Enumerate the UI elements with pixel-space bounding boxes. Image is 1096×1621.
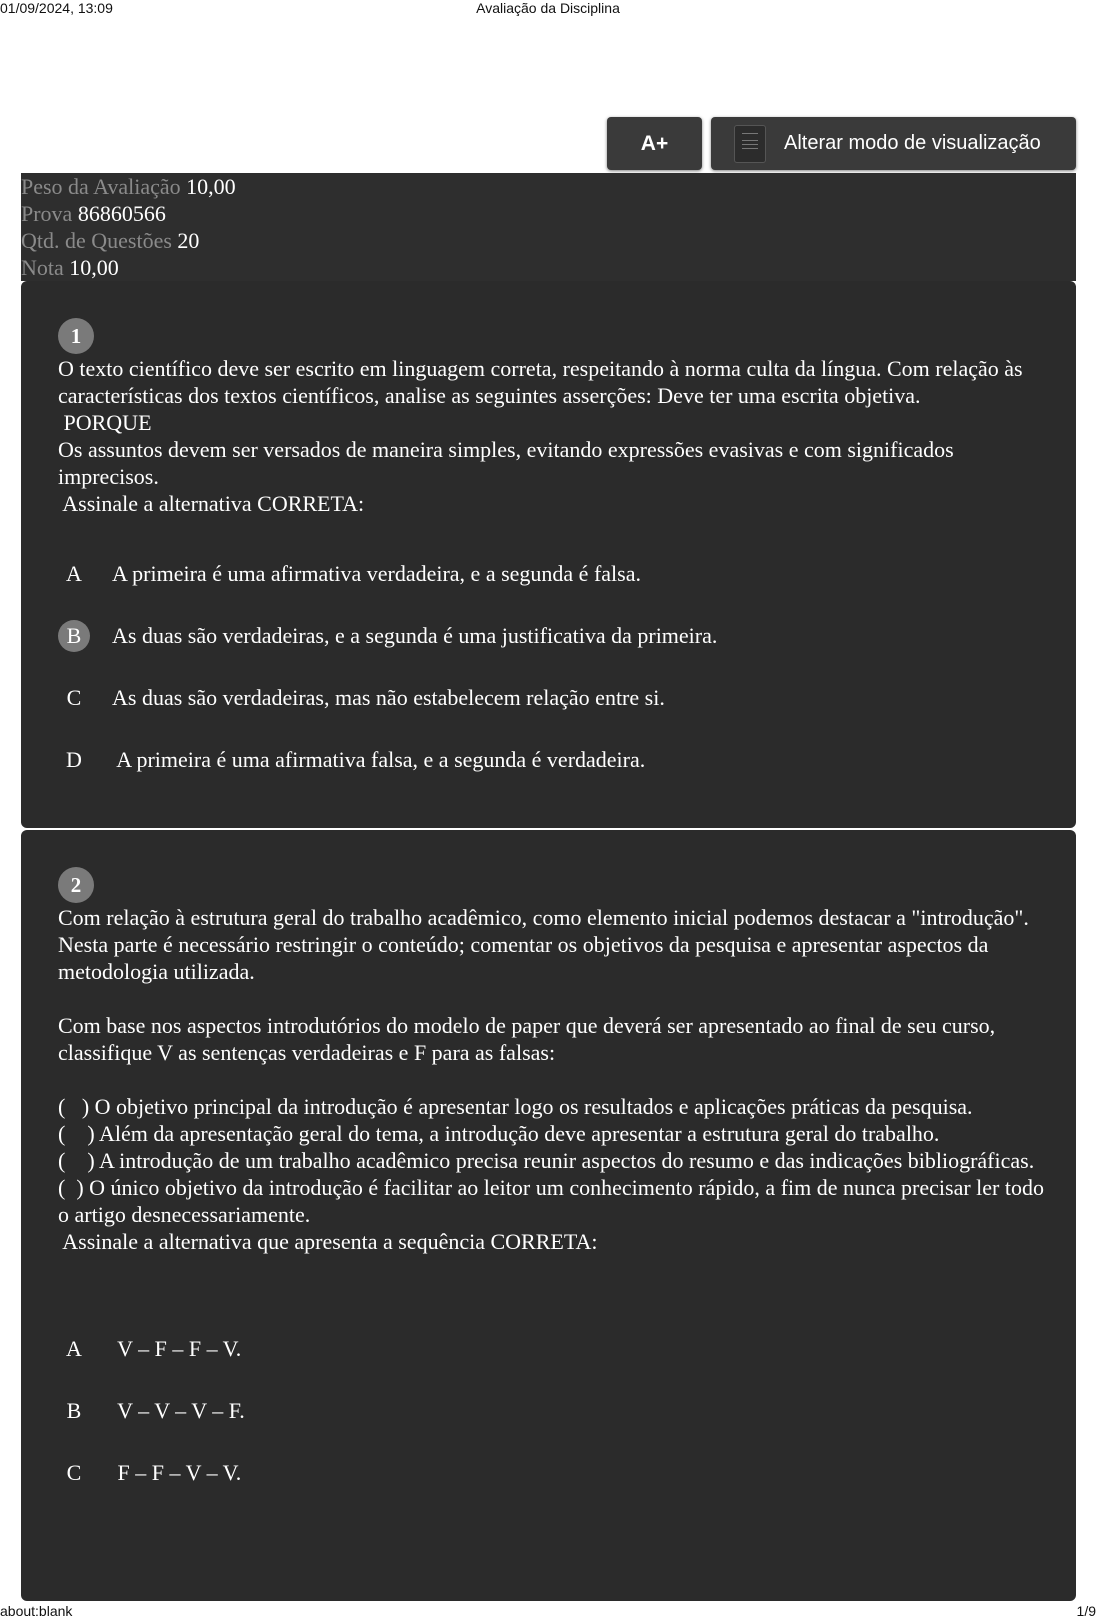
view-mode-button[interactable] xyxy=(711,117,1076,170)
option-b-selected[interactable] xyxy=(58,620,1046,656)
option-b[interactable] xyxy=(58,1395,1046,1431)
question-paragraph: Com relação à estrutura geral do trabalho acadêmico, como elemento inicial podemos destacar a "introdução". Nesta parte é necessário restringir o conteúdo; comentar os objetivos da pesquisa e apresentar aspectos da metodologia utilizada. xyxy=(58,905,1029,984)
question-paragraph: Assinale a alternativa que apresenta a sequência CORRETA: xyxy=(58,1229,598,1254)
nota-label: Nota xyxy=(21,255,64,280)
question-blank-line xyxy=(58,985,1046,1012)
summary-prova xyxy=(21,200,1076,227)
summary-qtd xyxy=(21,227,1076,254)
option-text: A primeira é uma afirmativa falsa, e a segunda é verdadeira. xyxy=(112,747,646,772)
question-statement: ( ) O objetivo principal da introdução é apresentar logo os resultados e aplicações práticas da pesquisa. xyxy=(58,1094,973,1119)
option-letter: B xyxy=(66,1398,82,1423)
option-c[interactable] xyxy=(58,1457,1046,1493)
print-header xyxy=(0,0,1096,18)
prova-value: 86860566 xyxy=(77,201,166,226)
question-number-badge: 2 xyxy=(58,867,94,903)
print-footer xyxy=(0,1603,1096,1621)
print-page-number: 1/9 xyxy=(1076,1603,1096,1619)
question-statement: ( ) O único objetivo da introdução é facilitar ao leitor um conhecimento rápido, a fim de nunca precisar ler todo o artigo desnecessariamente. xyxy=(58,1175,1050,1227)
option-letter: A xyxy=(66,1336,82,1361)
nota-value: 10,00 xyxy=(69,255,119,280)
option-text: V – V – V – F. xyxy=(112,1398,245,1423)
option-d[interactable] xyxy=(58,744,1046,780)
question-statement: ( ) Além da apresentação geral do tema, a introdução deve apresentar a estrutura geral do trabalho. xyxy=(58,1121,940,1146)
question-text xyxy=(58,355,1046,517)
question-number-badge: 1 xyxy=(58,318,94,354)
option-text: As duas são verdadeiras, mas não estabelecem relação entre si. xyxy=(112,685,665,710)
option-text: A primeira é uma afirmativa verdadeira, e a segunda é falsa. xyxy=(112,561,641,586)
option-c[interactable] xyxy=(58,682,1046,718)
option-letter-selected: B xyxy=(58,620,90,652)
prova-label: Prova xyxy=(21,201,73,226)
option-text: V – F – F – V. xyxy=(112,1336,242,1361)
summary-peso xyxy=(21,173,1076,200)
option-letter: D xyxy=(66,747,82,772)
peso-label: Peso da Avaliação xyxy=(21,174,181,199)
summary-nota xyxy=(21,254,1076,281)
question-blank-line xyxy=(58,1066,1046,1093)
qtd-label: Qtd. de Questões xyxy=(21,228,172,253)
evaluation-summary xyxy=(21,173,1076,281)
document-icon xyxy=(734,125,766,163)
question-card-1 xyxy=(21,281,1076,828)
print-title: Avaliação da Disciplina xyxy=(476,0,620,16)
option-a[interactable] xyxy=(58,558,1046,594)
option-letter: C xyxy=(66,685,82,710)
question-paragraph: Com base nos aspectos introdutórios do modelo de paper que deverá ser apresentado ao final de seu curso, classifique V as sentenças verdadeiras e F para as falsas: xyxy=(58,1013,996,1065)
print-datetime: 01/09/2024, 13:09 xyxy=(0,0,113,16)
view-mode-label: Alterar modo de visualização xyxy=(784,132,1041,154)
question-statement: ( ) A introdução de um trabalho acadêmico precisa reunir aspectos do resumo e das indicações bibliográficas. xyxy=(58,1148,1035,1173)
question-card-2 xyxy=(21,830,1076,1601)
question-paragraph: Assinale a alternativa CORRETA: xyxy=(58,491,365,516)
peso-value: 10,00 xyxy=(186,174,236,199)
question-paragraph: PORQUE xyxy=(58,410,152,435)
qtd-value: 20 xyxy=(177,228,200,253)
print-url: about:blank xyxy=(0,1603,73,1619)
increase-font-button[interactable]: A+ xyxy=(607,117,702,170)
option-letter: A xyxy=(66,561,82,586)
question-paragraph: Os assuntos devem ser versados de maneira simples, evitando expressões evasivas e com significados imprecisos. xyxy=(58,437,954,489)
option-letter: C xyxy=(66,1460,82,1485)
option-text: As duas são verdadeiras, e a segunda é uma justificativa da primeira. xyxy=(112,623,718,648)
option-text: F – F – V – V. xyxy=(112,1460,242,1485)
option-a[interactable] xyxy=(58,1333,1046,1369)
question-text xyxy=(58,904,1050,1255)
question-paragraph: O texto científico deve ser escrito em linguagem correta, respeitando à norma culta da língua. Com relação às características dos textos científicos, analise as seguintes asserções: Deve ter uma escrita objetiva. xyxy=(58,356,1023,408)
